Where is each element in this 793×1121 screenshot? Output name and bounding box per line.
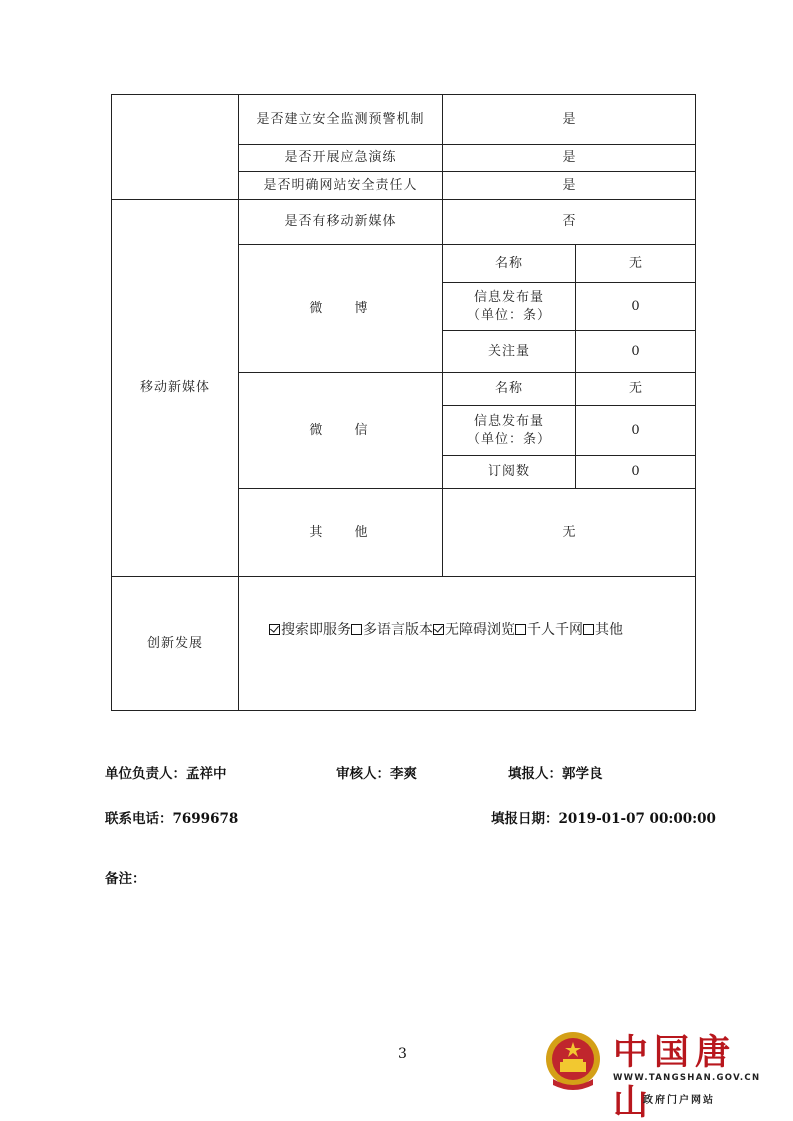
has-media-label: 是否有移动新媒体 [239,200,443,245]
wechat-label: 微 信 [239,373,443,489]
weibo-followers-value: 0 [576,331,696,373]
national-emblem-icon [543,1029,603,1095]
option-accessibility: 无障碍浏览 [445,621,515,638]
weibo-followers-label: 关注量 [443,331,576,373]
checkbox-checked-icon [269,624,280,635]
option-other: 其他 [595,621,623,638]
fill-date: 填报日期：2019-01-07 00:00:00 [491,811,716,827]
media-category: 移动新媒体 [112,200,239,577]
report-table [111,94,696,711]
unit-head: 单位负责人：孟祥中 [105,766,227,782]
security-officer-value: 是 [443,172,696,200]
wechat-posts-label: 信息发布量（单位：条） [443,406,576,456]
other-media-value: 无 [443,489,696,577]
checkbox-checked-icon [433,624,444,635]
weibo-name-value: 无 [576,245,696,283]
has-media-value: 否 [443,200,696,245]
logo-title: 中国唐山 [613,1032,737,1121]
remark: 备注： [105,871,146,887]
monitoring-value: 是 [443,95,696,145]
drill-label: 是否开展应急演练 [239,145,443,172]
checkbox-empty-icon [351,624,362,635]
contact-phone: 联系电话：7699678 [105,811,239,827]
drill-value: 是 [443,145,696,172]
wechat-name-label: 名称 [443,373,576,406]
security-category-cell [112,95,239,200]
other-media-label: 其 他 [239,489,443,577]
weibo-posts-label: 信息发布量（单位：条） [443,283,576,331]
weibo-posts-value: 0 [576,283,696,331]
wechat-subs-value: 0 [576,456,696,489]
reviewer: 审核人：李爽 [336,766,417,782]
logo-url[interactable]: WWW.TANGSHAN.GOV.CN [613,1073,761,1083]
monitoring-label: 是否建立安全监测预警机制 [239,95,443,145]
filler: 填报人：郭学良 [508,766,603,782]
wechat-subs-label: 订阅数 [443,456,576,489]
site-logo [543,1025,773,1121]
weibo-label: 微 博 [239,245,443,373]
option-multilingual: 多语言版本 [363,621,433,638]
option-personalized: 千人千网 [527,621,583,638]
wechat-posts-value: 0 [576,406,696,456]
checkbox-empty-icon [515,624,526,635]
security-officer-label: 是否明确网站安全责任人 [239,172,443,200]
innovation-options [239,577,696,711]
page-number: 3 [398,1046,407,1062]
innovation-category: 创新发展 [112,577,239,711]
wechat-name-value: 无 [576,373,696,406]
logo-subtitle: 政府门户网站 [643,1095,715,1106]
checkbox-empty-icon [583,624,594,635]
option-search-service: 搜索即服务 [281,621,351,638]
weibo-name-label: 名称 [443,245,576,283]
